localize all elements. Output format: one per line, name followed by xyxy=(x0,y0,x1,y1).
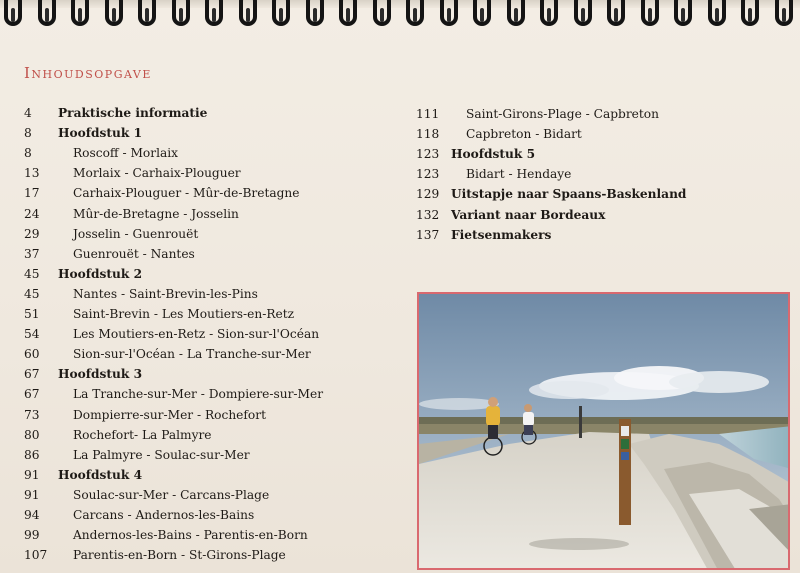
toc-page-number: 86 xyxy=(24,447,40,462)
spiral-coil xyxy=(507,0,525,26)
photo-cyclists-coastal-path-icon xyxy=(419,294,790,570)
spiral-coil xyxy=(574,0,592,26)
toc-entry xyxy=(24,143,404,163)
toc-entry xyxy=(24,545,404,565)
toc-page-number: 13 xyxy=(24,166,40,181)
toc-route-title: Saint-Girons-Plage - Capbreton xyxy=(466,107,659,121)
spiral-coil xyxy=(708,0,726,26)
toc-page-number: 54 xyxy=(24,327,40,342)
toc-page-number: 67 xyxy=(24,387,40,402)
toc-entry xyxy=(24,224,404,244)
toc-entry xyxy=(416,225,796,245)
toc-route-title: Carcans - Andernos-les-Bains xyxy=(73,508,255,522)
toc-entry xyxy=(24,284,404,304)
toc-entry xyxy=(24,183,404,203)
spiral-coil xyxy=(38,0,56,26)
toc-route-title: Morlaix - Carhaix-Plouguer xyxy=(73,166,241,181)
toc-page-number: 107 xyxy=(24,548,48,563)
toc-route-title: Les Moutiers-en-Retz - Sion-sur-l'Océan xyxy=(73,327,320,342)
toc-route-title: Andernos-les-Bains - Parentis-en-Born xyxy=(73,528,308,543)
toc-page-number: 8 xyxy=(24,126,32,141)
spiral-coil xyxy=(272,0,290,26)
toc-page-number: 45 xyxy=(24,286,40,301)
toc-route-title: Josselin - Guenrouët xyxy=(73,226,199,241)
spiral-coil xyxy=(373,0,391,26)
toc-page-number: 37 xyxy=(24,246,40,261)
spiral-coil xyxy=(406,0,424,26)
toc-entry xyxy=(24,324,404,344)
toc-entry xyxy=(24,384,404,404)
toc-page-number: 91 xyxy=(24,487,40,502)
spiral-coil xyxy=(71,0,89,26)
toc-route-title: Mûr-de-Bretagne - Josselin xyxy=(73,206,239,221)
toc-page-number: 8 xyxy=(24,146,32,161)
toc-entry xyxy=(24,465,404,485)
spiral-coil xyxy=(4,0,22,26)
toc-page-number: 118 xyxy=(416,127,440,142)
spiral-coil xyxy=(339,0,357,26)
toc-page-number: 91 xyxy=(24,467,40,482)
toc-entry xyxy=(24,405,404,425)
toc-entry xyxy=(24,123,404,143)
toc-page-number: 132 xyxy=(416,207,440,222)
toc-entry xyxy=(24,244,404,264)
toc-column-left xyxy=(24,103,404,565)
toc-page-number: 73 xyxy=(24,407,40,422)
toc-entry xyxy=(24,364,404,384)
toc-route-title: Sion-sur-l'Océan - La Tranche-sur-Mer xyxy=(73,347,311,362)
toc-route-title: Roscoff - Morlaix xyxy=(73,146,179,161)
spiral-coil xyxy=(440,0,458,26)
toc-page-number: 17 xyxy=(24,186,40,201)
toc-chapter-title: Variant naar Bordeaux xyxy=(451,207,606,222)
toc-entry xyxy=(24,304,404,324)
toc-entry xyxy=(416,205,796,225)
spiral-coil xyxy=(239,0,257,26)
toc-route-title: Nantes - Saint-Brevin-les-Pins xyxy=(73,286,258,301)
spiral-binding xyxy=(0,0,800,34)
spiral-coil xyxy=(741,0,759,26)
toc-page-number: 24 xyxy=(24,206,40,221)
toc-route-title: Saint-Brevin - Les Moutiers-en-Retz xyxy=(73,307,295,321)
toc-page-number: 67 xyxy=(24,367,40,382)
toc-entry xyxy=(24,204,404,224)
toc-route-title: La Tranche-sur-Mer - Dompiere-sur-Mer xyxy=(73,387,324,402)
toc-entry xyxy=(416,184,796,204)
toc-page-number: 80 xyxy=(24,427,40,442)
cyclists-photo xyxy=(417,292,790,570)
spiral-coil xyxy=(607,0,625,26)
toc-route-title: Capbreton - Bidart xyxy=(466,127,582,142)
toc-entry xyxy=(24,505,404,525)
toc-page-number: 45 xyxy=(24,266,40,281)
toc-page-number: 129 xyxy=(416,187,440,202)
toc-page-number: 4 xyxy=(24,106,32,120)
toc-route-title: Dompierre-sur-Mer - Rochefort xyxy=(73,407,266,422)
toc-page-number: 137 xyxy=(416,227,440,242)
toc-chapter-title: Hoofdstuk 1 xyxy=(58,126,143,141)
toc-chapter-title: Praktische informatie xyxy=(58,106,208,120)
toc-entry xyxy=(24,525,404,545)
toc-entry xyxy=(24,264,404,284)
toc-page-number: 123 xyxy=(416,167,440,182)
toc-chapter-title: Hoofdstuk 2 xyxy=(58,266,143,281)
toc-entry xyxy=(416,104,796,124)
toc-entry xyxy=(24,485,404,505)
toc-entry xyxy=(416,164,796,184)
spiral-coil xyxy=(138,0,156,26)
spiral-coil xyxy=(205,0,223,26)
toc-page-number: 123 xyxy=(416,147,440,162)
toc-entry xyxy=(24,425,404,445)
toc-page-number: 51 xyxy=(24,307,40,321)
toc-route-title: Soulac-sur-Mer - Carcans-Plage xyxy=(73,487,270,502)
toc-route-title: Parentis-en-Born - St-Girons-Plage xyxy=(73,548,286,563)
toc-entry xyxy=(24,103,404,123)
toc-entry xyxy=(416,144,796,164)
toc-route-title: La Palmyre - Soulac-sur-Mer xyxy=(73,447,250,462)
toc-page-number: 111 xyxy=(416,107,440,121)
spiral-coil xyxy=(105,0,123,26)
spiral-coil xyxy=(775,0,793,26)
toc-chapter-title: Uitstapje naar Spaans-Baskenland xyxy=(451,187,687,202)
toc-entry xyxy=(24,344,404,364)
spiral-coil xyxy=(473,0,491,26)
toc-route-title: Bidart - Hendaye xyxy=(466,167,572,182)
toc-column-right xyxy=(416,104,796,254)
toc-entry xyxy=(24,445,404,465)
toc-chapter-title: Hoofdstuk 3 xyxy=(58,367,143,382)
toc-route-title: Carhaix-Plouguer - Mûr-de-Bretagne xyxy=(73,186,300,201)
toc-page-number: 99 xyxy=(24,528,40,543)
toc-entry xyxy=(24,163,404,183)
toc-chapter-title: Hoofdstuk 5 xyxy=(451,147,536,162)
toc-route-title: Guenrouët - Nantes xyxy=(73,246,195,261)
toc-route-title: Rochefort- La Palmyre xyxy=(73,427,212,442)
toc-chapter-title: Fietsenmakers xyxy=(451,227,552,242)
toc-chapter-title: Hoofdstuk 4 xyxy=(58,467,143,482)
toc-page-number: 29 xyxy=(24,226,40,241)
page-title: Inhoudsopgave xyxy=(24,64,152,82)
spiral-coil xyxy=(306,0,324,26)
spiral-coil xyxy=(540,0,558,26)
toc-page-number: 60 xyxy=(24,347,40,362)
toc-entry xyxy=(416,124,796,144)
toc-page-number: 94 xyxy=(24,508,40,522)
spiral-coil xyxy=(641,0,659,26)
spiral-coil xyxy=(674,0,692,26)
spiral-coil xyxy=(172,0,190,26)
